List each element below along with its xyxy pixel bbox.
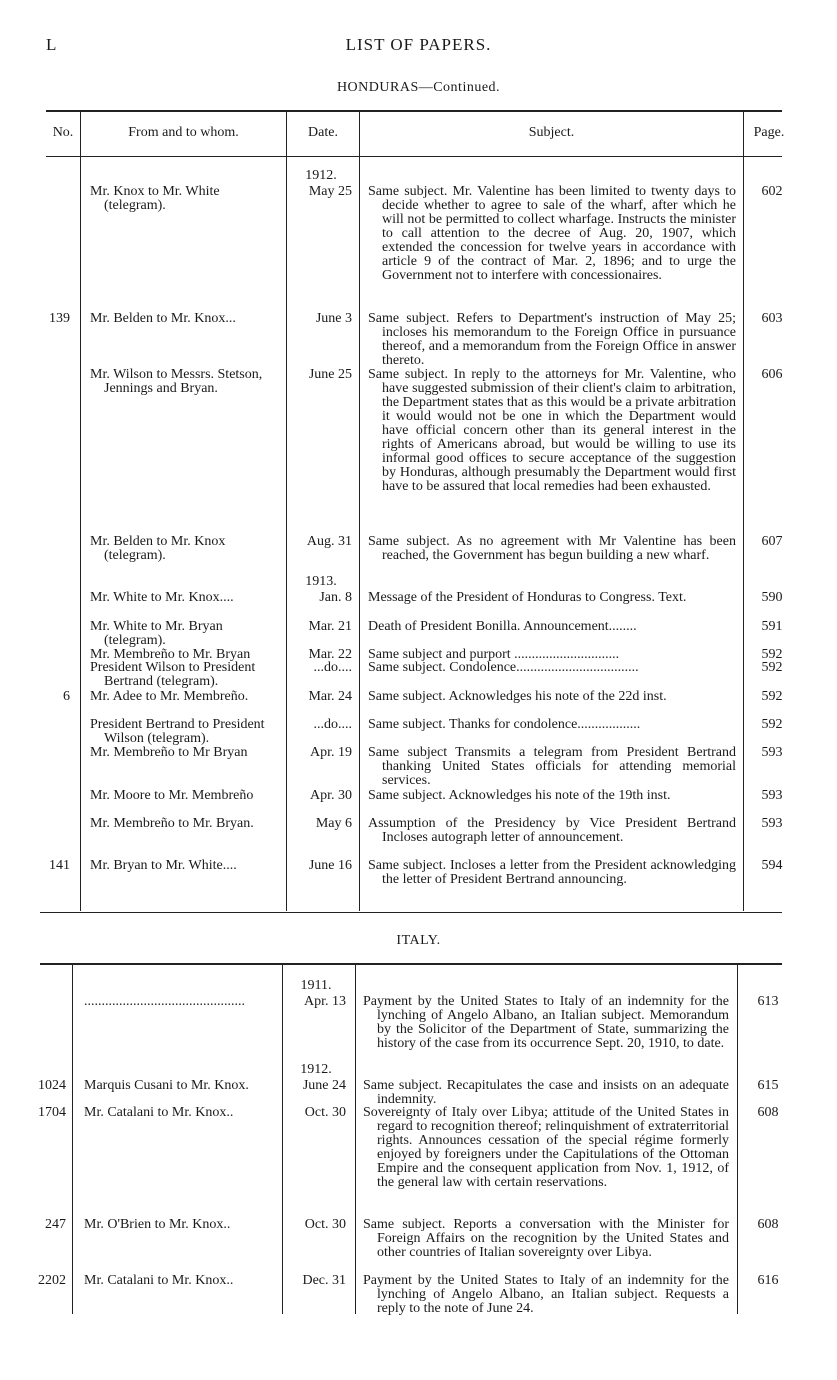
subject-text: Same subject. In reply to the attorneys for Mr. Valentine, who have suggested submission of their client's claim to arbitration, the Department states that as this would be a private arbitration it would would not be one in which the Department would have official concern other than its general interest in the rights of Americans abroad, but would be willing to use its informal good offices to secure acceptance of the suggestion by Honduras, although presumably the Department would first have to be assured that local remedies had been exhausted.: [368, 367, 736, 494]
subject: [368, 718, 736, 732]
document-date: May 6: [315, 816, 352, 831]
from-and-to-whom: [84, 995, 274, 1009]
subject-text: Same subject. Thanks for condolence..................: [368, 717, 641, 732]
subject: [368, 368, 736, 494]
subject-text: Same subject. Refers to Department's instruction of May 25; incloses his memorandum to the Foreign Office in pursuance thereof, and a memorandum from the Foreign Office in answer thereto.: [368, 311, 736, 368]
year-label: 1912.: [300, 1062, 332, 1077]
from-and-to-whom: [84, 1218, 274, 1232]
table-top-rule: [46, 110, 782, 112]
subject-text: Sovereignty of Italy over Libya; attitude of the United States in regard to recognition thereof; relinquishment of extraterritorial rights. Announces cessation of the special régime formerly enjoyed by foreigners under the Capitulations of the Ottoman Empire and the consequent application from Nov. 1, 1912, of the general law with certain reservations.: [363, 1105, 729, 1190]
column-divider: [359, 111, 360, 911]
from-and-to-whom-text: Mr. Membreño to Mr. Bryan.: [90, 816, 254, 831]
document-date: Apr. 30: [310, 788, 352, 803]
document-date: Dec. 31: [302, 1273, 346, 1288]
page-reference: 592: [761, 717, 783, 732]
from-and-to-whom: [90, 746, 280, 760]
page-reference: 594: [761, 858, 783, 873]
page-title: LIST OF PAPERS.: [345, 35, 492, 54]
page-reference: 592: [761, 689, 783, 704]
from-and-to-whom: [90, 859, 280, 873]
from-and-to-whom-text: Mr. Wilson to Messrs. Stetson, Jennings and Bryan.: [90, 367, 263, 396]
column-header-no: No.: [52, 125, 74, 140]
from-and-to-whom: [90, 789, 280, 803]
from-and-to-whom: [90, 368, 280, 396]
from-and-to-whom-text: Mr. Catalani to Mr. Knox..: [84, 1273, 234, 1288]
from-and-to-whom-text: Mr. Bryan to Mr. White....: [90, 858, 237, 873]
document-date: Oct. 30: [304, 1105, 346, 1120]
document-date: Apr. 13: [304, 994, 346, 1009]
subject-text: Same subject. Acknowledges his note of the 19th inst.: [368, 788, 671, 803]
page-reference: 607: [761, 534, 783, 549]
column-header-page: Page.: [753, 125, 785, 140]
page-reference: 591: [761, 619, 783, 634]
year-label: 1913.: [305, 574, 337, 589]
from-and-to-whom: [84, 1274, 274, 1288]
header-rule: [46, 156, 782, 157]
document-number: 1024: [38, 1078, 66, 1093]
column-header-subject: Subject.: [528, 125, 575, 140]
document-date: May 25: [308, 184, 352, 199]
from-and-to-whom-text: Mr. Adee to Mr. Membreño.: [90, 689, 249, 704]
subject-text: Same subject Transmits a telegram from President Bertrand thanking United States officials for attending memorial services.: [368, 745, 736, 788]
subject: [368, 535, 736, 563]
from-and-to-whom: [90, 591, 280, 605]
from-and-to-whom: [84, 1079, 274, 1093]
document-date: June 25: [308, 367, 352, 382]
document-number: 1704: [38, 1105, 66, 1120]
column-header-date: Date.: [308, 125, 338, 140]
subject-text: Death of President Bonilla. Announcement........: [368, 619, 637, 634]
from-and-to-whom-text: Mr. Belden to Mr. Knox (telegram).: [90, 534, 226, 563]
document-date: ...do....: [313, 717, 352, 732]
subject: [368, 817, 736, 845]
column-divider: [80, 111, 81, 911]
page-reference: 603: [761, 311, 783, 326]
from-and-to-whom-text: Marquis Cusani to Mr. Knox.: [84, 1078, 249, 1093]
table-bottom-rule: [40, 912, 782, 913]
from-and-to-whom-text: Mr. White to Mr. Bryan (telegram).: [90, 619, 223, 648]
page-reference: 616: [757, 1273, 779, 1288]
document-date: Jan. 8: [319, 590, 352, 605]
table-top-rule: [40, 963, 782, 965]
page-reference: 608: [757, 1217, 779, 1232]
subject: [368, 620, 736, 634]
document-date: Apr. 19: [310, 745, 352, 760]
column-divider: [355, 964, 356, 1314]
from-and-to-whom: [84, 1106, 274, 1120]
from-and-to-whom-text: Mr. Catalani to Mr. Knox..: [84, 1105, 234, 1120]
column-divider: [72, 964, 73, 1314]
document-number: 247: [45, 1217, 66, 1232]
from-and-to-whom: [90, 690, 280, 704]
document-date: June 16: [308, 858, 352, 873]
subject-text: Payment by the United States to Italy of an indemnity for the lynching of Angelo Albano, an Italian subject. Requests a reply to the note of June 24.: [363, 1273, 729, 1316]
subject-text: Same subject. Mr. Valentine has been limited to twenty days to decide whether to agree to sale of the wharf, after which he will not be permitted to collect wharfage. Instructs the minister to call attention to the decree of Aug. 20, 1907, which extended the concession for twelve years in accordance with article 9 of the contract of Mar. 2, 1896; and to urge the Government not to interfere with concessionaires.: [368, 184, 736, 283]
section-title-italy: ITALY.: [396, 933, 441, 948]
page-reference: 593: [761, 745, 783, 760]
subject-text: Payment by the United States to Italy of an indemnity for the lynching of Angelo Albano, an Italian subject. Memorandum by the Solicitor of the Department of State, summarizing the history of the case from its occurrence Sept. 20, 1910, to date.: [363, 994, 729, 1051]
subject: [368, 690, 736, 704]
from-and-to-whom: [90, 817, 280, 831]
page-number: L: [46, 35, 57, 54]
subject: [363, 1274, 729, 1316]
document-number: 139: [49, 311, 70, 326]
column-divider: [737, 964, 738, 1314]
subject-text: Same subject. Acknowledges his note of the 22d inst.: [368, 689, 667, 704]
subject: [363, 1218, 729, 1260]
document-date: ...do....: [313, 660, 352, 675]
document-date: June 3: [315, 311, 352, 326]
page-reference: 593: [761, 788, 783, 803]
from-and-to-whom: [90, 535, 280, 563]
subject: [368, 789, 736, 803]
page-reference: 613: [757, 994, 779, 1009]
page-reference: 592: [761, 647, 783, 662]
year-label: 1911.: [300, 978, 332, 993]
document-date: Mar. 24: [308, 689, 352, 704]
page-reference: 602: [761, 184, 783, 199]
from-and-to-whom-text: Mr. Knox to Mr. White (telegram).: [90, 184, 220, 213]
subject-text: Same subject. Reports a conversation with the Minister for Foreign Affairs on the recognition by the United States and other countries of Italian sovereignty over Libya.: [363, 1217, 729, 1260]
document-date: Oct. 30: [304, 1217, 346, 1232]
document-number: 6: [63, 689, 70, 704]
subject: [368, 591, 736, 605]
from-and-to-whom-text: President Bertrand to President Wilson (telegram).: [90, 717, 265, 746]
from-and-to-whom-text: Mr. O'Brien to Mr. Knox..: [84, 1217, 231, 1232]
section-title-honduras: HONDURAS—Continued.: [336, 80, 501, 95]
from-and-to-whom-text: Mr. Membreño to Mr. Bryan: [90, 647, 251, 662]
from-and-to-whom: [90, 718, 280, 746]
from-and-to-whom: [90, 185, 280, 213]
subject: [363, 995, 729, 1051]
column-divider: [286, 111, 287, 911]
column-header-from: From and to whom.: [128, 125, 239, 140]
from-and-to-whom: [90, 661, 280, 689]
subject-text: Same subject. As no agreement with Mr Valentine has been reached, the Government has begun building a new wharf.: [368, 534, 736, 563]
subject-text: Same subject. Recapitulates the case and insists on an adequate indemnity.: [363, 1078, 729, 1107]
column-divider: [743, 111, 744, 911]
page-reference: 606: [761, 367, 783, 382]
page-reference: 615: [757, 1078, 779, 1093]
subject: [368, 312, 736, 368]
from-and-to-whom-text: Mr. Moore to Mr. Membreño: [90, 788, 254, 803]
document-number: 2202: [38, 1273, 66, 1288]
document-date: Mar. 21: [308, 619, 352, 634]
column-divider: [282, 964, 283, 1314]
document-date: June 24: [302, 1078, 346, 1093]
subject-text: Assumption of the Presidency by Vice President Bertrand Incloses autograph letter of announcement.: [368, 816, 736, 845]
subject-text: Message of the President of Honduras to Congress. Text.: [368, 590, 687, 605]
subject: [368, 746, 736, 788]
subject: [368, 185, 736, 283]
document-date: Aug. 31: [306, 534, 352, 549]
document-number: 141: [49, 858, 70, 873]
from-and-to-whom: [90, 312, 280, 326]
subject-text: Same subject. Incloses a letter from the President acknowledging the letter of President Bertrand announcing.: [368, 858, 736, 887]
subject-text: Same subject. Condolence...................................: [368, 660, 639, 675]
subject-text: Same subject and purport ..............................: [368, 647, 620, 662]
subject: [363, 1106, 729, 1190]
page-reference: 593: [761, 816, 783, 831]
subject: [368, 859, 736, 887]
from-and-to-whom-text: Mr. Belden to Mr. Knox...: [90, 311, 236, 326]
from-and-to-whom-text: Mr. Membreño to Mr Bryan: [90, 745, 248, 760]
subject: [368, 661, 736, 675]
from-and-to-whom-text: President Wilson to President Bertrand (telegram).: [90, 660, 256, 689]
subject: [363, 1079, 729, 1107]
document-date: Mar. 22: [308, 647, 352, 662]
page-reference: 590: [761, 590, 783, 605]
page-reference: 592: [761, 660, 783, 675]
from-and-to-whom-text: ..............................................: [84, 994, 245, 1009]
year-label: 1912.: [305, 168, 337, 183]
page-reference: 608: [757, 1105, 779, 1120]
from-and-to-whom-text: Mr. White to Mr. Knox....: [90, 590, 234, 605]
from-and-to-whom: [90, 620, 280, 648]
